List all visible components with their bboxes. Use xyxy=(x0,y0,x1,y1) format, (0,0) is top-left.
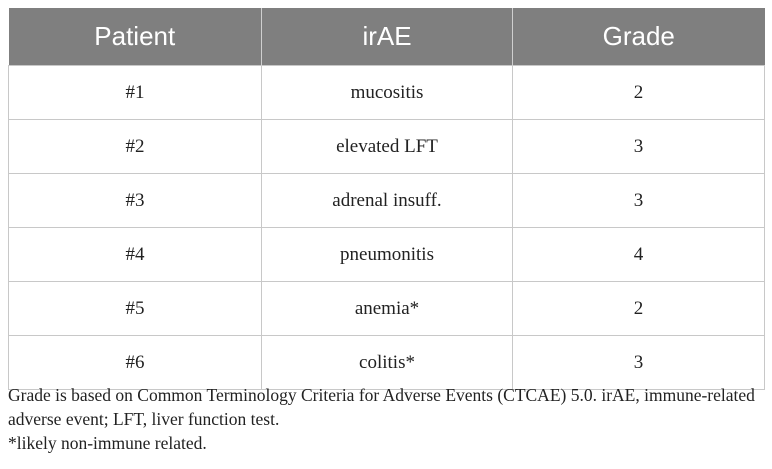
header-patient: Patient xyxy=(9,8,262,66)
table-row xyxy=(9,336,765,390)
cell-grade: 2 xyxy=(513,66,765,120)
footnote-asterisk: *likely non-immune related. xyxy=(8,433,207,453)
cell-irae: anemia* xyxy=(262,282,513,336)
cell-patient: #5 xyxy=(9,282,262,336)
cell-patient: #3 xyxy=(9,174,262,228)
cell-patient: #6 xyxy=(9,336,262,390)
irae-table xyxy=(8,8,765,390)
table-row xyxy=(9,66,765,120)
header-grade: Grade xyxy=(513,8,765,66)
table-header-row xyxy=(9,8,765,66)
cell-irae: adrenal insuff. xyxy=(262,174,513,228)
table-row xyxy=(9,282,765,336)
cell-irae: colitis* xyxy=(262,336,513,390)
cell-patient: #4 xyxy=(9,228,262,282)
irae-table-container xyxy=(8,8,764,390)
cell-grade: 3 xyxy=(513,120,765,174)
header-irae: irAE xyxy=(262,8,513,66)
table-row xyxy=(9,120,765,174)
cell-grade: 2 xyxy=(513,282,765,336)
table-footnote xyxy=(8,383,768,455)
table-row xyxy=(9,228,765,282)
cell-irae: mucositis xyxy=(262,66,513,120)
cell-irae: elevated LFT xyxy=(262,120,513,174)
footnote-definitions: Grade is based on Common Terminology Criteria for Adverse Events (CTCAE) 5.0. irAE, immune-related adverse event; LFT, liver function test. xyxy=(8,385,755,429)
cell-patient: #2 xyxy=(9,120,262,174)
table-row xyxy=(9,174,765,228)
cell-grade: 4 xyxy=(513,228,765,282)
cell-grade: 3 xyxy=(513,174,765,228)
cell-irae: pneumonitis xyxy=(262,228,513,282)
cell-grade: 3 xyxy=(513,336,765,390)
cell-patient: #1 xyxy=(9,66,262,120)
